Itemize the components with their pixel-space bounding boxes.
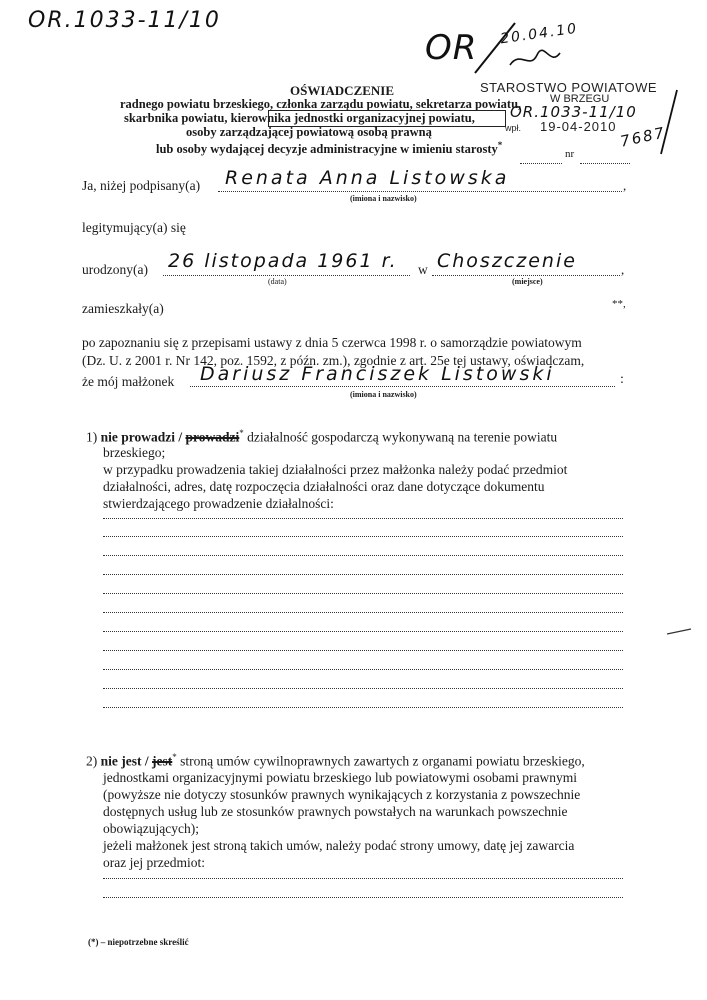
born-place-handwritten: Choszczenie <box>437 250 577 272</box>
handwritten-date: 20.04.10 <box>499 20 580 48</box>
born-comma: , <box>621 262 625 277</box>
received-date: 19-04-2010 <box>540 119 617 134</box>
office-stamp-line1: STAROSTWO POWIATOWE <box>480 80 658 95</box>
spouse-colon: : <box>620 372 624 387</box>
header-line-4: lub osoby wydającej decyzje administracyjne w imieniu starosty* <box>156 140 503 157</box>
answer-line <box>103 536 623 537</box>
section1-line-5: stwierdzającego prowadzenie działalności: <box>103 496 334 511</box>
born-date-caption: (data) <box>268 277 287 286</box>
section2-line-6: jeżeli małżonek jest stroną takich umów, należy podać strony umowy, datę jej zawarcia <box>103 838 575 853</box>
signer-field-line <box>218 191 622 192</box>
section2-line-5: obowiązujących); <box>103 821 199 836</box>
document-title: OŚWIADCZENIE <box>290 83 395 98</box>
handwritten-initial: OR <box>425 28 478 68</box>
office-stamp-line2: W BRZEGU <box>550 93 610 105</box>
handwritten-reference: OR.1033-11/10 <box>28 8 221 33</box>
section1-line-1: 1) nie prowadzi / prowadzi* działalność gospodarczą wykonywaną na terenie powiatu <box>86 428 558 445</box>
answer-line <box>103 518 623 519</box>
answer-line <box>103 707 623 708</box>
section2-line-1: 2) nie jest / jest* stroną umów cywilnoprawnych zawartych z organami powiatu brzeskiego, <box>86 752 585 769</box>
section1-line-3: w przypadku prowadzenia takiej działalności przez małżonka należy podać przedmiot <box>103 462 568 477</box>
signer-comma: , <box>623 178 627 193</box>
answer-line <box>103 878 623 879</box>
born-in-label: w <box>418 262 428 277</box>
answer-line <box>103 555 623 556</box>
footnote: (*) – niepotrzebne skreślić <box>88 937 189 947</box>
born-date-line <box>163 275 410 276</box>
handwritten-number: 7687 <box>618 123 668 151</box>
answer-line <box>103 688 623 689</box>
section2-line-2: jednostkami organizacyjnymi powiatu brzeskiego lub powiatowymi osobami prawnymi <box>103 770 578 785</box>
born-label: urodzony(a) <box>82 262 148 277</box>
answer-line <box>103 631 623 632</box>
handwritten-stamp-reference: OR.1033-11/10 <box>510 103 637 121</box>
section1-line-4: działalności, adres, datę rozpoczęcia działalności oraz dane dotyczące dokumentu <box>103 479 545 494</box>
nr-dotted-line <box>580 163 630 164</box>
answer-line <box>103 574 623 575</box>
nr-label: nr <box>565 148 575 160</box>
spouse-name-handwritten: Dariusz Franciszek Listowski <box>200 363 555 385</box>
spouse-caption: (imiona i nazwisko) <box>350 390 417 399</box>
id-label: legitymujący(a) się <box>82 220 186 235</box>
intro-line-2: (Dz. U. z 2001 r. Nr 142, poz. 1592, z późn. zm.), zgodnie z art. 25e tej ustawy, oświadczam, <box>82 353 585 368</box>
header-line-1: radnego powiatu brzeskiego, członka zarządu powiatu, sekretarza powiatu, <box>120 97 522 111</box>
residence-end: **, <box>612 298 626 310</box>
spouse-field-line <box>190 386 615 387</box>
section2-line-3: (powyższe nie dotyczy stosunków prawnych wynikających z korzystania z powszechnie <box>103 787 581 802</box>
answer-line <box>103 593 623 594</box>
answer-line <box>103 897 623 898</box>
signer-name-handwritten: Renata Anna Listowska <box>225 167 510 189</box>
born-place-caption: (miejsce) <box>512 277 543 286</box>
answer-line <box>103 650 623 651</box>
born-place-line <box>432 275 620 276</box>
section2-line-4: dostępnych usług lub ze stosunków prawnych powstałych na warunkach powszechnie <box>103 804 568 819</box>
intro-line-1: po zapoznaniu się z przepisami ustawy z dnia 5 czerwca 1998 r. o samorządzie powiatowym <box>82 335 582 350</box>
header-line-3: osoby zarządzającej powiatową osobą prawną <box>186 125 432 139</box>
answer-line <box>103 669 623 670</box>
residence-label: zamieszkały(a) <box>82 301 164 316</box>
signer-caption: (imiona i nazwisko) <box>350 194 417 203</box>
section1-line-2: brzeskiego; <box>103 445 166 460</box>
received-label: wpł. <box>505 123 522 133</box>
margin-pen-mark <box>665 625 695 637</box>
section2-line-7: oraz jej przedmiot: <box>103 855 205 870</box>
spouse-label: że mój małżonek <box>82 374 175 389</box>
handwritten-slash-right <box>655 88 685 158</box>
born-date-handwritten: 26 listopada 1961 r. <box>168 250 398 272</box>
signer-label: Ja, niżej podpisany(a) <box>82 178 201 193</box>
answer-line <box>103 612 623 613</box>
nr-dotted-line-left <box>520 163 562 164</box>
header-line-2: skarbnika powiatu, kierownika jednostki organizacyjnej powiatu, <box>124 111 475 125</box>
handwritten-signature <box>505 45 565 73</box>
